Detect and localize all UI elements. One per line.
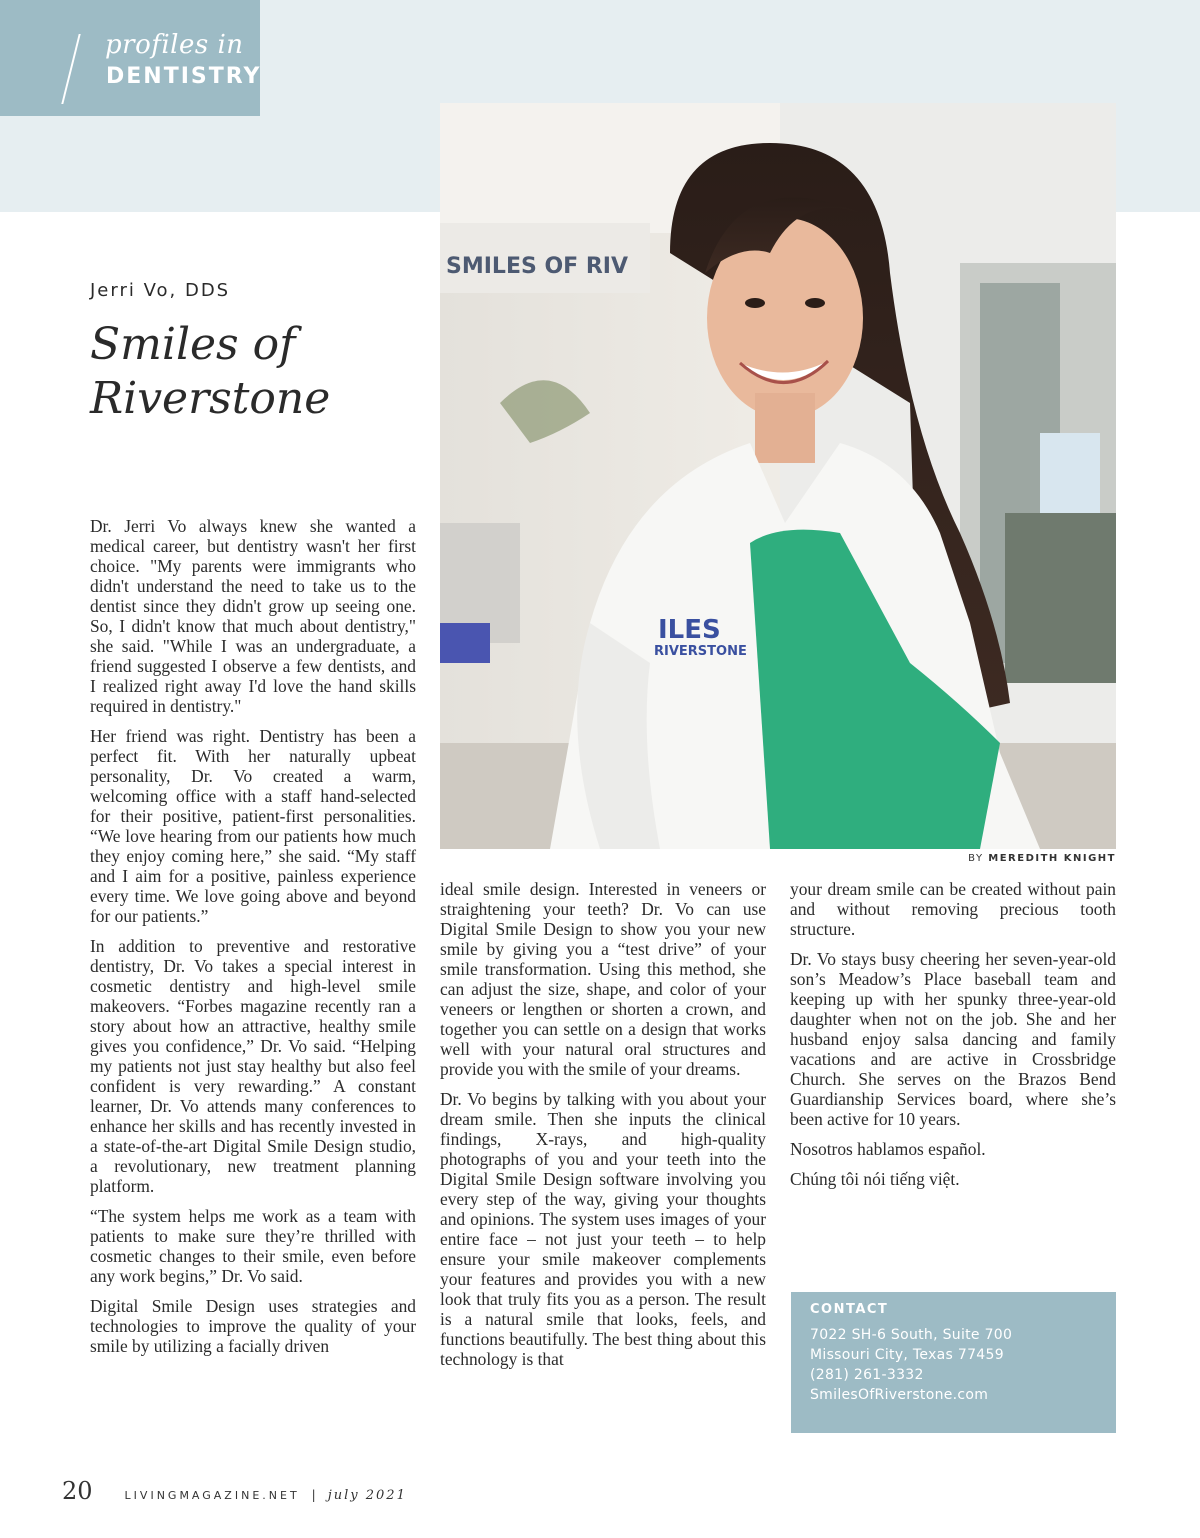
office-sign-text: SMILES OF RIV [446,254,629,279]
article-title: Smiles of Riverstone [90,319,331,424]
coat-logo-line2: RIVERSTONE [654,644,747,659]
photo-credit-prefix: BY [968,853,984,864]
coat-logo-line1: ILES [658,615,721,645]
paragraph: Dr. Vo begins by talking with you about your dream smile. Then she inputs the clinical findings, X-rays, and high-quality photographs of you and your teeth into the Digital Smile Design software involving you every step of the way, giving your thoughts and opinions. The system uses images of your entire face – not just your teeth – to help ensure your smile makeover complements your features and provides you with a new look that truly fits you as a person. The result is a natural smile that looks, feels, and functions beautifully. The best thing about this technology is that [440,1089,766,1369]
paragraph: Chúng tôi nói tiếng việt. [790,1169,960,1189]
article-column-3 [790,879,1116,1199]
contact-website: SmilesOfRiverstone.com [810,1387,989,1403]
paragraph: In addition to preventive and restorative dentistry, Dr. Vo takes a special interest in cosmetic dentistry and high-level smile makeovers. “Forbes magazine recently ran a story about how an attractive, healthy smile gives you confidence,” Dr. Vo said. “Helping my patients not just stay healthy but also feel confident is very rewarding.” A constant learner, Dr. Vo attends many conferences to enhance her skills and has recently invested in a state-of-the-art Digital Smile Design studio, a revolutionary, new treatment planning platform. [90,936,416,1196]
contact-box [791,1292,1116,1433]
section-label-bottom: DENTISTRY [106,64,262,89]
article-subtitle: Jerri Vo, DDS [90,280,231,301]
section-tab [0,0,260,116]
photo-credit [968,853,1116,864]
photographer-name: MEREDITH KNIGHT [988,853,1116,864]
portrait-photo [440,103,1116,849]
paragraph: Nosotros hablamos español. [790,1139,986,1159]
paragraph: your dream smile can be created without pain and without removing precious tooth structure. [790,879,1116,939]
paragraph: ideal smile design. Interested in veneers or straightening your teeth? Dr. Vo can use Digital Smile Design to show you your new smile by giving you a “test drive” of your smile transformation. Using this method, she can adjust the size, shape, and color of your veneers or lengthen or shorten a crown, and together you can settle on a design that works well with your natural oral structures and provide you with the smile of your dreams. [440,879,766,1079]
portrait-illustration [440,103,1116,849]
footer-issue: july 2021 [327,1488,407,1503]
page-footer [62,1477,407,1507]
paragraph: “The system helps me work as a team with patients to make sure they’re thrilled with cosmetic changes to their smile, even before any work begins,” Dr. Vo said. [90,1206,416,1286]
contact-phone: (281) 261-3332 [810,1367,924,1383]
paragraph: Her friend was right. Dentistry has been a perfect fit. With her naturally upbeat personality, Dr. Vo created a warm, welcoming office with a staff hand-selected for their positive, patient-first personalities. “We love hearing from our patients how much they enjoy coming here,” she said. “My staff and I aim for a positive, painless experience every time. We love going above and beyond for our patients.” [90,726,416,926]
page-number: 20 [62,1477,93,1505]
paragraph: Dr. Vo stays busy cheering her seven-year-old son’s Meadow’s Place baseball team and keeping up with her spunky three-year-old daughter when not on the job. She and her husband enjoy salsa dancing and family vacations and are active in Crossbridge Church. She serves on the Brazos Bend Guardianship Services board, where she’s been active for 10 years. [790,949,1116,1129]
contact-address-line1: 7022 SH-6 South, Suite 700 [810,1327,1013,1343]
paragraph: Dr. Jerri Vo always knew she wanted a medical career, but dentistry wasn't her first choice. "My parents were immigrants who didn't understand the need to take us to the dentist since they didn't grow up seeing one. So, I didn't know that much about dentistry," she said. "While I was an undergraduate, a friend suggested I observe a few dentists, and I realized right away I'd love the hand skills required in dentistry." [90,516,416,716]
contact-heading: CONTACT [810,1302,889,1317]
footer-site: LIVINGMAGAZINE.NET [124,1489,300,1502]
footer-separator: | [311,1488,316,1502]
contact-address-line2: Missouri City, Texas 77459 [810,1347,1004,1363]
slash-divider [61,34,80,104]
section-label-top: profiles in [105,30,244,60]
article-column-2 [440,879,766,1379]
paragraph: Digital Smile Design uses strategies and technologies to improve the quality of your smile by utilizing a facially driven [90,1296,416,1356]
article-column-1 [90,516,416,1366]
